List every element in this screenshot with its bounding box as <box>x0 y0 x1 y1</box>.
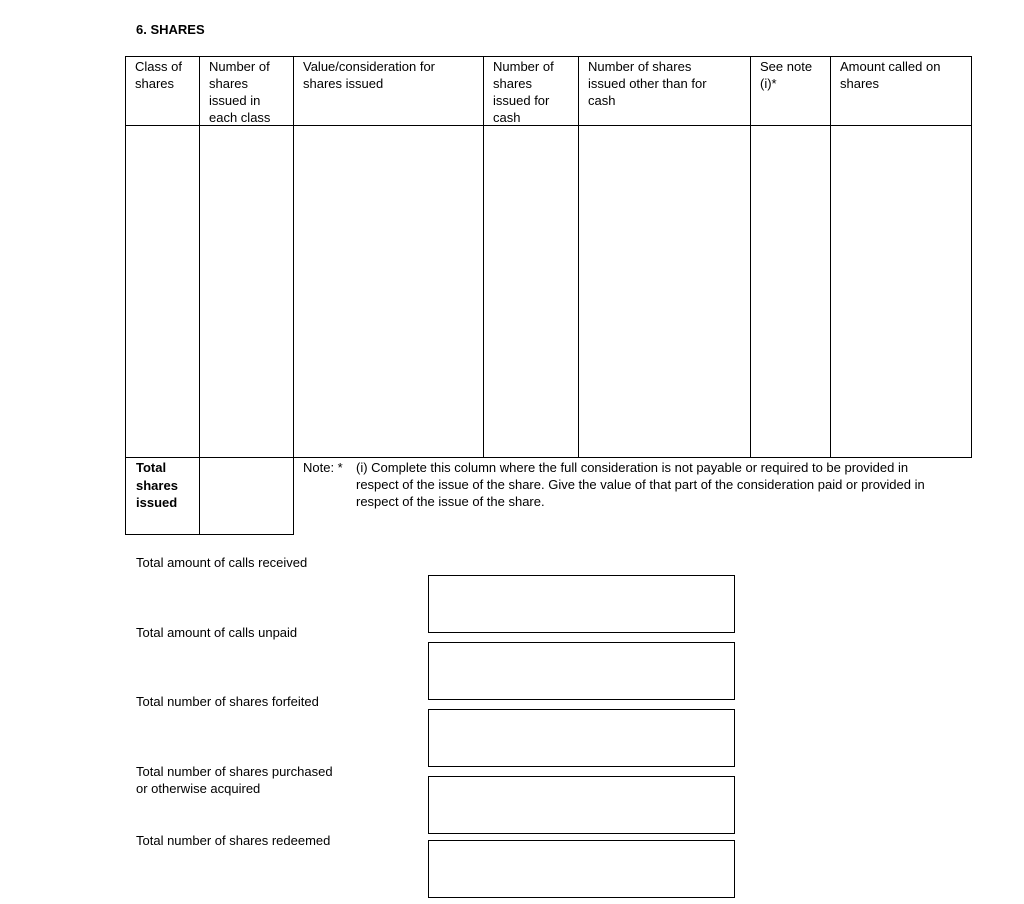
section-title: 6. SHARES <box>136 22 205 37</box>
cell-see-note[interactable] <box>751 126 830 457</box>
header-number-issued-each-class: Number of shares issued in each class <box>209 59 271 125</box>
total-row-bottom-border <box>125 534 293 535</box>
header-value-consideration: Value/consideration for shares issued <box>303 59 436 91</box>
cell-amount-called[interactable] <box>831 126 971 457</box>
calls-unpaid-field[interactable] <box>428 642 735 700</box>
cell-number-issued-other-than-cash[interactable] <box>579 126 750 457</box>
shares-forfeited-label: Total number of shares forfeited <box>136 694 319 709</box>
cell-number-issued-each-class[interactable] <box>200 126 293 457</box>
total-shares-issued-field[interactable] <box>200 458 293 534</box>
total-shares-issued-label: Total shares issued <box>136 460 178 510</box>
cell-number-issued-for-cash[interactable] <box>484 126 578 457</box>
header-class-of-shares: Class of shares <box>135 59 182 91</box>
calls-received-label: Total amount of calls received <box>136 555 308 570</box>
shares-redeemed-label: Total number of shares redeemed <box>136 833 331 848</box>
note-text: (i) Complete this column where the full consideration is not payable or required to be provided in respect of the issue of the share. Give the value of that part of the consideration paid or provided in respect of the issue of the share. <box>356 460 925 509</box>
cell-class-of-shares[interactable] <box>126 126 199 457</box>
shares-redeemed-field[interactable] <box>428 840 735 898</box>
note-label: Note: * <box>303 460 343 475</box>
shares-forfeited-field[interactable] <box>428 709 735 767</box>
header-amount-called: Amount called on shares <box>840 59 941 91</box>
shares-purchased-field[interactable] <box>428 776 735 834</box>
table-right-border <box>971 56 972 458</box>
calls-received-field[interactable] <box>428 575 735 633</box>
cell-value-consideration[interactable] <box>294 126 483 457</box>
header-number-issued-other-than-cash: Number of shares issued other than for cash <box>588 59 707 108</box>
table-top-border <box>125 56 972 57</box>
calls-unpaid-label: Total amount of calls unpaid <box>136 625 298 640</box>
shares-purchased-label: Total number of shares purchased or otherwise acquired <box>136 764 333 796</box>
header-number-issued-for-cash: Number of shares issued for cash <box>493 59 554 125</box>
header-see-note: See note (i)* <box>760 59 813 91</box>
